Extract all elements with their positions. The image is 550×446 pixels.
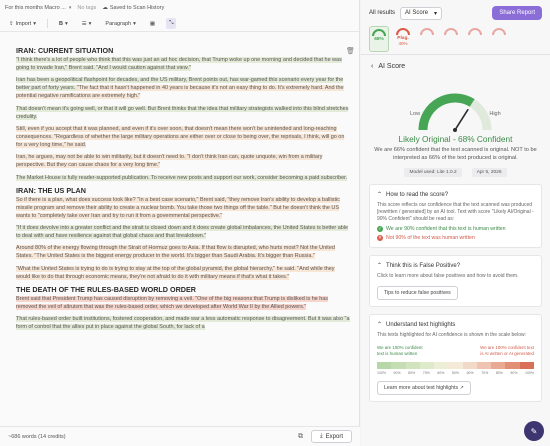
- paragraph: [16, 265, 350, 281]
- ai-legend-label: We are 100% confident text is AI written or AI generated: [480, 345, 534, 356]
- gauge-low-label: Low: [409, 111, 421, 117]
- mini-gauge-m4[interactable]: [441, 26, 461, 52]
- highlighted-text[interactable]: "What the United States is trying to do is trying to stay at the top of the global pyramid, the global hierarchy," he said. "And while they would like to do that through economic means, they're not afraid to do it with military means if that's what it takes.": [16, 265, 335, 280]
- editor-toolbar: [0, 16, 359, 32]
- gauge-hub: [453, 128, 457, 132]
- mini-gauge-arc-icon: [443, 26, 459, 36]
- scale-tick-label: 80%: [495, 371, 503, 376]
- doc-title: For this months Macro ...: [5, 5, 66, 11]
- card-title[interactable]: [377, 262, 534, 269]
- bold-button[interactable]: [56, 19, 71, 29]
- scale-tick-label: 50%: [451, 371, 459, 376]
- chevron-up-icon: ⌃: [377, 322, 383, 328]
- scale-segment: [406, 362, 420, 369]
- ai-score-gauge: [361, 76, 550, 136]
- paragraph: [16, 125, 350, 149]
- learn-highlights-button[interactable]: [377, 381, 471, 395]
- highlighted-text[interactable]: Iran, he argues, may not be able to win militarily, but it doesn't need to. "I don't think Iran can, quote unquote, win from a military perspective. But they can cause chaos for a very long time.": [16, 154, 323, 169]
- chevron-left-icon[interactable]: ‹: [371, 63, 374, 70]
- mini-gauge-m5[interactable]: [465, 26, 485, 52]
- paragraph: [16, 174, 350, 182]
- verdict: Likely Original - 68% Confident: [398, 134, 513, 144]
- highlighted-text[interactable]: Iran has been a geopolitical flashpoint for decades, and the US military, Brent points out, has war-gamed this scenario every year for the better part of forty years.: [16, 77, 344, 92]
- mini-gauge-arc-icon: [491, 26, 507, 36]
- share-report-button[interactable]: Share Report: [492, 6, 542, 20]
- magic-wand-button[interactable]: [166, 18, 176, 29]
- highlighted-text[interactable]: Around 80% of the energy flowing through the Strait of Hormuz goes to Asia. If that flow is disrupted, who hurts most? Not the United States. "The United States is the biggest energy producer in the world. It's bigger than Saudi Arabia. It's bigger than Russia.": [16, 245, 335, 260]
- upload-icon: ⇪: [9, 20, 14, 27]
- card-text: Click to learn more about false positives and how to avoid them.: [377, 273, 519, 279]
- mini-gauge-row: [361, 26, 550, 52]
- paragraph: [16, 315, 350, 331]
- paragraph: [16, 153, 350, 169]
- panel-header: [361, 0, 550, 26]
- gauge-needle: [455, 110, 468, 130]
- cloud-check-icon: ☁: [102, 5, 108, 11]
- mini-gauge-value: Plag.: [397, 36, 409, 41]
- section-heading: THE DEATH OF THE RULES-BASED WORLD ORDER: [16, 284, 196, 294]
- tips-false-positives-button[interactable]: Tips to reduce false positives: [377, 286, 458, 300]
- text-highlights-card: [369, 314, 542, 402]
- card-title-text: How to read the score?: [386, 191, 449, 198]
- x-icon: ✕: [378, 235, 382, 240]
- saved-text: Saved to Scan History: [109, 5, 165, 11]
- highlighted-text[interactable]: The Market House is fully reader-supported publication. To receive new posts and support our work, consider becoming a paid subscriber.: [16, 174, 348, 181]
- red-text: Not 90% of the text was human written: [386, 235, 475, 241]
- scale-tick-label: 90%: [393, 371, 401, 376]
- highlighted-text[interactable]: "If it does devolve into a greater conflict and the strait is closed down and it does create global imbalances, the United States is better able to deal with and have resilience against that global chaos and that breakdown.": [16, 225, 348, 240]
- check-icon: ✓: [378, 226, 382, 231]
- verdict-description: We are 66% confident that the text scanned is original. NOT to be interpreted as 66% of the text produced is original.: [374, 147, 537, 161]
- mini-gauge-arc-icon: [467, 26, 483, 36]
- tags-label[interactable]: No tags: [77, 5, 97, 11]
- chevron-down-icon: ▾: [68, 5, 72, 11]
- chevron-down-icon: ▾: [64, 20, 68, 27]
- paragraph: [16, 224, 350, 240]
- filter-value: AI Score: [405, 10, 429, 16]
- paragraph: [16, 295, 350, 311]
- meta-row: [361, 168, 550, 177]
- red-explanation: [377, 235, 534, 241]
- highlighted-text[interactable]: "The fact that it hasn't happened in 40 years is because it's not an easy thing to do. It's extremely hard. And the potential negative ramifications are extremely high.": [16, 85, 344, 100]
- confidence-scale: [377, 362, 534, 369]
- external-link-icon: ↗: [459, 385, 464, 392]
- scale-segment: [463, 362, 477, 369]
- highlighted-text[interactable]: That rules-based order built institutions, fostered cooperation, and made war a less automatic response to disagreement. But it was also "a form of control that the allies put in place against the global South, for lack of a: [16, 316, 350, 331]
- paragraph: [16, 76, 350, 100]
- paragraph-select[interactable]: [102, 19, 138, 29]
- scale-legend: [377, 345, 534, 356]
- list-icon: ☰: [81, 20, 87, 27]
- scale-tick-label: 100%: [377, 371, 386, 376]
- scale-tick-label: 80%: [408, 371, 416, 376]
- section-title: AI Score: [378, 63, 406, 70]
- green-text: We are 90% confident that this text is human written: [386, 226, 506, 232]
- card-title[interactable]: [377, 321, 534, 328]
- gauge-svg: [361, 76, 550, 136]
- toolbar-divider: [47, 19, 48, 28]
- card-title[interactable]: [377, 191, 534, 198]
- scale-tick-label: 90%: [510, 371, 518, 376]
- export-button[interactable]: [311, 430, 352, 443]
- saved-status: [102, 5, 164, 11]
- table-button[interactable]: [147, 19, 158, 29]
- table-icon: ▦: [149, 20, 156, 27]
- card-title-text: Understand text highlights: [386, 321, 456, 328]
- import-label: Import: [15, 20, 32, 27]
- magic-wand-icon: ⤡: [169, 20, 174, 26]
- import-button[interactable]: [6, 19, 39, 29]
- chevron-up-icon: ⌃: [377, 192, 383, 198]
- mini-gauge-arc-icon: [419, 26, 435, 36]
- word-count: ~686 words (14 credits): [8, 433, 66, 440]
- scale-segment: [520, 362, 534, 369]
- mini-gauge-label: 40%: [398, 41, 408, 46]
- section-heading: IRAN: THE US PLAN: [16, 185, 86, 195]
- chevron-down-icon: ▾: [133, 20, 136, 27]
- scale-tick-label: 100%: [525, 371, 534, 376]
- date-pill: Apr 5, 2026: [472, 168, 507, 177]
- chevron-up-icon: ⌃: [377, 263, 383, 269]
- model-pill: Model used: Lite 1.0.2: [404, 168, 461, 177]
- list-button[interactable]: [79, 19, 95, 29]
- paragraph: [16, 244, 350, 260]
- scale-segment: [377, 362, 391, 369]
- result-filter-select[interactable]: [400, 7, 442, 20]
- card-title-text: Think this is False Positive?: [386, 262, 461, 269]
- false-positive-card: [369, 255, 542, 307]
- mini-gauge-arc-icon: [395, 26, 411, 36]
- download-icon: ⤓: [320, 433, 323, 439]
- paragraph-label: Paragraph: [105, 20, 132, 27]
- editor-footer: [0, 426, 360, 446]
- chevron-down-icon: ▾: [33, 20, 36, 27]
- card-text: This score reflects our confidence that the text scanned was produced [rewritten / generated] by an AI tool. Text with score "Likely AI/Original - 90% Confident" should be read as:: [377, 202, 534, 222]
- scale-segment: [448, 362, 462, 369]
- paragraph: [16, 105, 350, 121]
- scale-segment: [505, 362, 519, 369]
- scale-ticks: [377, 371, 534, 375]
- paragraph: [16, 56, 350, 72]
- gauge-high-label: High: [489, 111, 501, 117]
- export-label: Export: [325, 433, 343, 440]
- chevron-down-icon: ▾: [434, 10, 438, 17]
- highlighted-text[interactable]: That doesn't mean it's going well, or that it will go well. But Brent thinks that the idea that military strategists walked into this blind stretches credulity.: [16, 105, 349, 120]
- chevron-down-icon: ▾: [88, 20, 92, 27]
- card-text: This texts highlighted for AI confidence is shown in the scale below:: [377, 332, 526, 338]
- chat-icon: ✎: [530, 426, 538, 436]
- divider: [361, 54, 550, 55]
- mini-gauge-arc-icon: [371, 27, 387, 37]
- mini-gauge-m3[interactable]: [417, 26, 437, 52]
- mini-gauge-m6[interactable]: [489, 26, 509, 52]
- trash-icon[interactable]: 🗑: [346, 48, 355, 55]
- highlighted-text[interactable]: So if there is a plan, what does success look like? "In a best case scenario," Brent said, "they remove Iran's ability to develop a ballistic missile program and remove their ability to create a nuclear bomb. You take those two things off the table." But he doesn't think the US wants to "completely take over Iran and try to run it from a governmental perspective.": [16, 196, 340, 219]
- highlighted-text[interactable]: Brent said that President Trump has caused disruption by removing a veil. "One of the big reasons that Trump is disliked is he has removed the veil of altruism that was the rules-based order, which we developed after World War II by the Allied powers.": [16, 295, 329, 310]
- results-panel: [361, 0, 550, 446]
- learn-highlights-label: Learn more about text highlights: [384, 385, 459, 392]
- scale-segment: [477, 362, 491, 369]
- section-header: [361, 57, 550, 76]
- bold-label: B: [58, 20, 63, 27]
- section-heading: IRAN: CURRENT SITUATION: [16, 46, 114, 55]
- mini-gauge-ai-score[interactable]: [369, 26, 389, 52]
- green-explanation: [377, 226, 534, 232]
- scale-tick-label: 70%: [481, 371, 489, 376]
- scale-segment: [491, 362, 505, 369]
- copy-icon[interactable]: ⧉: [298, 432, 303, 440]
- highlighted-text[interactable]: "I think there's a lot of people who think that this was just an ad hoc decision, that Trump woke up one morning and decided that he was going to invade Iran," Brent said. "And I would caution against that view.": [16, 57, 342, 72]
- doc-title-dropdown[interactable]: [5, 5, 71, 11]
- scale-tick-label: 60%: [437, 371, 445, 376]
- document-body[interactable]: [16, 46, 350, 335]
- mini-gauge-plag[interactable]: [393, 26, 413, 52]
- chat-button[interactable]: [524, 421, 544, 441]
- all-results-label: All results: [369, 10, 396, 16]
- how-to-read-card: [369, 184, 542, 248]
- mini-gauge-value: 68%: [374, 37, 384, 42]
- paragraph: [16, 196, 350, 220]
- highlighted-text[interactable]: Still, even if you accept that it was planned, and even if it's over soon, that doesn't mean there won't be unintended and long-reaching consequences. "Regardless of whether the large military operations are either over or close to being over, the reprisals, I think, will go on for a very long time," he said.: [16, 125, 345, 148]
- scale-segment: [434, 362, 448, 369]
- scale-segment: [391, 362, 405, 369]
- scale-tick-label: 70%: [422, 371, 430, 376]
- scale-tick-label: 60%: [466, 371, 474, 376]
- human-legend-label: We are 100% confident text is human written: [377, 345, 423, 356]
- editor-topbar: [0, 0, 359, 16]
- scale-segment: [420, 362, 434, 369]
